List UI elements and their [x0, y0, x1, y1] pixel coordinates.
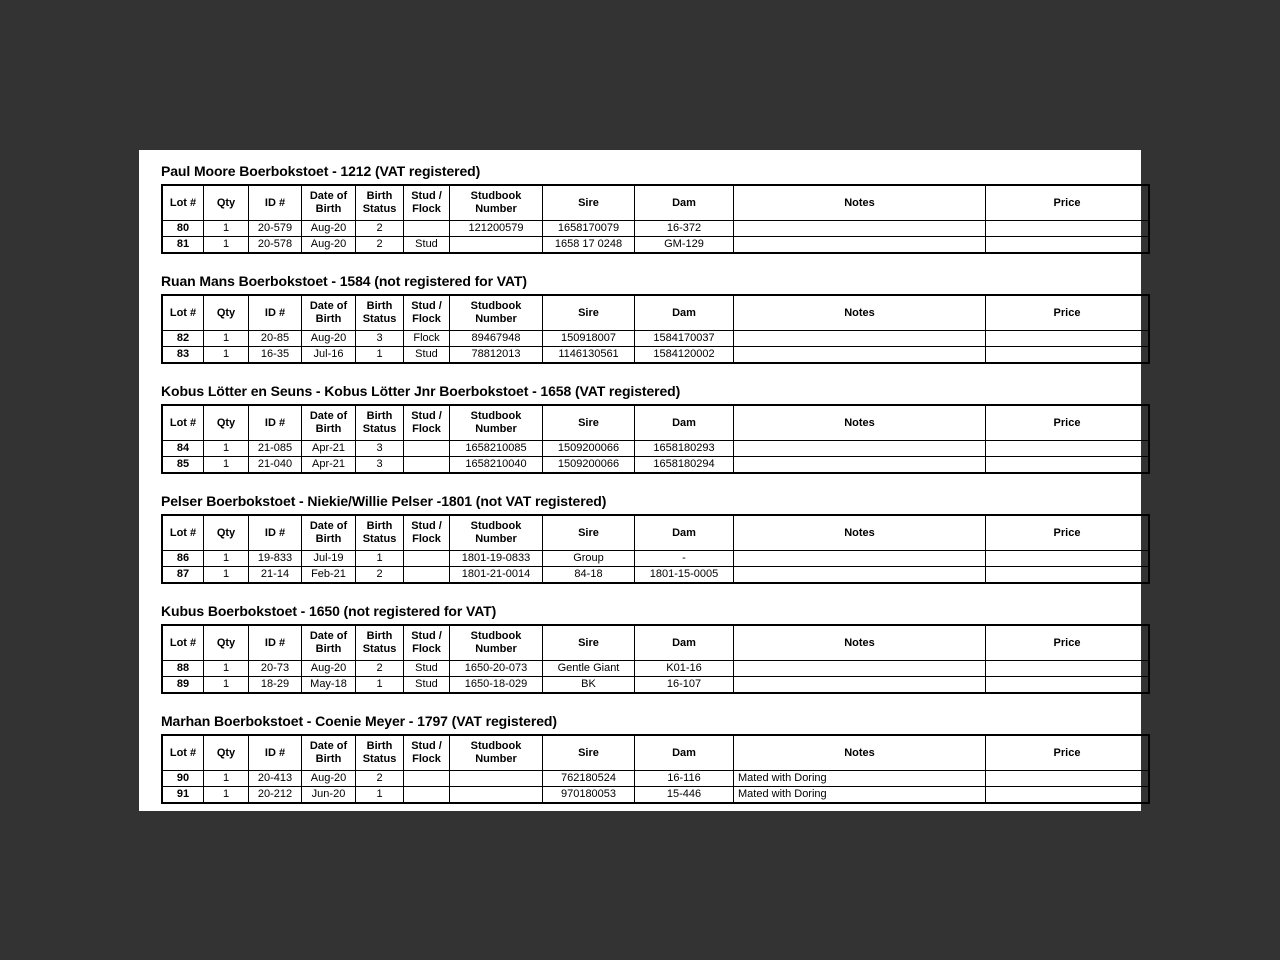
cell-qty: 1 — [204, 551, 249, 567]
breeder-section-5 — [161, 601, 1123, 694]
breeder-section-4 — [161, 491, 1123, 584]
cell-studbook: 78812013 — [450, 347, 543, 364]
cell-lot: 85 — [162, 457, 204, 474]
column-header-lot: Lot # — [162, 515, 204, 551]
cell-dam: 16-116 — [635, 771, 734, 787]
column-header-dam: Dam — [635, 515, 734, 551]
cell-notes — [734, 221, 986, 237]
cell-id: 21-085 — [249, 441, 302, 457]
lot-row — [162, 567, 1149, 584]
column-header-notes: Notes — [734, 185, 986, 221]
cell-qty: 1 — [204, 661, 249, 677]
cell-dam: 16-372 — [635, 221, 734, 237]
column-header-qty: Qty — [204, 515, 249, 551]
lot-row — [162, 787, 1149, 804]
lot-row — [162, 661, 1149, 677]
section-title: Paul Moore Boerbokstoet - 1212 (VAT registered) — [161, 163, 481, 179]
cell-sire: 150918007 — [543, 331, 635, 347]
cell-birth-status: 2 — [356, 221, 404, 237]
cell-notes — [734, 457, 986, 474]
column-header-lot: Lot # — [162, 405, 204, 441]
cell-lot: 90 — [162, 771, 204, 787]
cell-stud-flock — [404, 457, 450, 474]
lot-table — [161, 514, 1150, 584]
cell-dam: 1584170037 — [635, 331, 734, 347]
lot-table — [161, 624, 1150, 694]
cell-birth-status: 2 — [356, 771, 404, 787]
cell-sire: 1658170079 — [543, 221, 635, 237]
column-header-id: ID # — [249, 735, 302, 771]
cell-studbook: 1658210085 — [450, 441, 543, 457]
cell-dam: 1801-15-0005 — [635, 567, 734, 584]
column-header-notes: Notes — [734, 515, 986, 551]
cell-price — [986, 441, 1150, 457]
column-header-price: Price — [986, 405, 1150, 441]
cell-dob: Feb-21 — [302, 567, 356, 584]
cell-dob: Aug-20 — [302, 237, 356, 254]
table-body — [162, 551, 1149, 584]
table-header-row — [162, 185, 1149, 221]
cell-birth-status: 3 — [356, 441, 404, 457]
cell-stud-flock — [404, 551, 450, 567]
cell-price — [986, 347, 1150, 364]
cell-birth-status: 1 — [356, 787, 404, 804]
cell-notes — [734, 331, 986, 347]
column-header-stud-flock: Stud / Flock — [404, 295, 450, 331]
column-header-studbook: Studbook Number — [450, 515, 543, 551]
cell-stud-flock: Flock — [404, 331, 450, 347]
cell-qty: 1 — [204, 221, 249, 237]
cell-id: 20-212 — [249, 787, 302, 804]
cell-stud-flock: Stud — [404, 661, 450, 677]
column-header-notes: Notes — [734, 625, 986, 661]
column-header-dob: Date of Birth — [302, 515, 356, 551]
cell-lot: 82 — [162, 331, 204, 347]
column-header-dob: Date of Birth — [302, 295, 356, 331]
breeder-section-2 — [161, 271, 1123, 364]
column-header-id: ID # — [249, 295, 302, 331]
cell-qty: 1 — [204, 567, 249, 584]
page-content — [139, 150, 1141, 804]
cell-lot: 84 — [162, 441, 204, 457]
cell-qty: 1 — [204, 677, 249, 694]
cell-dam: K01-16 — [635, 661, 734, 677]
cell-price — [986, 551, 1150, 567]
column-header-stud-flock: Stud / Flock — [404, 185, 450, 221]
column-header-birth-status: Birth Status — [356, 735, 404, 771]
column-header-stud-flock: Stud / Flock — [404, 515, 450, 551]
column-header-birth-status: Birth Status — [356, 185, 404, 221]
column-header-notes: Notes — [734, 405, 986, 441]
cell-lot: 86 — [162, 551, 204, 567]
cell-studbook: 1801-21-0014 — [450, 567, 543, 584]
cell-notes — [734, 237, 986, 254]
cell-studbook — [450, 787, 543, 804]
column-header-birth-status: Birth Status — [356, 295, 404, 331]
cell-birth-status: 1 — [356, 551, 404, 567]
cell-price — [986, 331, 1150, 347]
cell-qty: 1 — [204, 347, 249, 364]
cell-birth-status: 2 — [356, 237, 404, 254]
cell-lot: 83 — [162, 347, 204, 364]
cell-price — [986, 457, 1150, 474]
cell-lot: 91 — [162, 787, 204, 804]
column-header-dob: Date of Birth — [302, 405, 356, 441]
cell-studbook — [450, 237, 543, 254]
cell-id: 20-413 — [249, 771, 302, 787]
cell-birth-status: 2 — [356, 661, 404, 677]
cell-studbook: 1801-19-0833 — [450, 551, 543, 567]
cell-birth-status: 1 — [356, 677, 404, 694]
table-header-row — [162, 625, 1149, 661]
cell-price — [986, 567, 1150, 584]
cell-dam: 1658180293 — [635, 441, 734, 457]
cell-dam: - — [635, 551, 734, 567]
column-header-dam: Dam — [635, 735, 734, 771]
cell-studbook: 1658210040 — [450, 457, 543, 474]
column-header-sire: Sire — [543, 295, 635, 331]
cell-notes: Mated with Doring — [734, 771, 986, 787]
cell-dam: 16-107 — [635, 677, 734, 694]
lot-row — [162, 457, 1149, 474]
cell-stud-flock — [404, 771, 450, 787]
column-header-lot: Lot # — [162, 625, 204, 661]
cell-studbook: 89467948 — [450, 331, 543, 347]
cell-notes — [734, 347, 986, 364]
lot-row — [162, 221, 1149, 237]
column-header-price: Price — [986, 515, 1150, 551]
section-title: Kobus Lötter en Seuns - Kobus Lötter Jnr Boerbokstoet - 1658 (VAT registered) — [161, 383, 681, 399]
cell-lot: 81 — [162, 237, 204, 254]
cell-stud-flock: Stud — [404, 237, 450, 254]
table-body — [162, 771, 1149, 804]
cell-studbook — [450, 771, 543, 787]
column-header-studbook: Studbook Number — [450, 295, 543, 331]
column-header-birth-status: Birth Status — [356, 515, 404, 551]
column-header-birth-status: Birth Status — [356, 405, 404, 441]
column-header-studbook: Studbook Number — [450, 185, 543, 221]
cell-qty: 1 — [204, 457, 249, 474]
cell-dob: Jul-19 — [302, 551, 356, 567]
cell-notes: Mated with Doring — [734, 787, 986, 804]
cell-dob: Apr-21 — [302, 457, 356, 474]
column-header-dob: Date of Birth — [302, 185, 356, 221]
cell-price — [986, 237, 1150, 254]
cell-lot: 88 — [162, 661, 204, 677]
cell-lot: 89 — [162, 677, 204, 694]
column-header-dam: Dam — [635, 405, 734, 441]
lot-table — [161, 184, 1150, 254]
column-header-dob: Date of Birth — [302, 625, 356, 661]
column-header-qty: Qty — [204, 625, 249, 661]
column-header-id: ID # — [249, 515, 302, 551]
cell-birth-status: 3 — [356, 331, 404, 347]
cell-id: 20-73 — [249, 661, 302, 677]
table-body — [162, 441, 1149, 474]
column-header-sire: Sire — [543, 185, 635, 221]
cell-dob: Apr-21 — [302, 441, 356, 457]
cell-qty: 1 — [204, 331, 249, 347]
cell-dob: Aug-20 — [302, 331, 356, 347]
lot-row — [162, 347, 1149, 364]
cell-dam: GM-129 — [635, 237, 734, 254]
document-page — [139, 150, 1141, 811]
column-header-qty: Qty — [204, 185, 249, 221]
column-header-id: ID # — [249, 185, 302, 221]
cell-notes — [734, 567, 986, 584]
section-title: Marhan Boerbokstoet - Coenie Meyer - 1797 (VAT registered) — [161, 713, 557, 729]
cell-dam: 1658180294 — [635, 457, 734, 474]
cell-notes — [734, 441, 986, 457]
cell-sire: 1509200066 — [543, 457, 635, 474]
column-header-price: Price — [986, 295, 1150, 331]
section-title: Pelser Boerbokstoet - Niekie/Willie Pelser -1801 (not VAT registered) — [161, 493, 607, 509]
cell-dob: Aug-20 — [302, 661, 356, 677]
section-title: Ruan Mans Boerbokstoet - 1584 (not registered for VAT) — [161, 273, 527, 289]
cell-dob: Jul-16 — [302, 347, 356, 364]
cell-dob: Aug-20 — [302, 771, 356, 787]
column-header-stud-flock: Stud / Flock — [404, 735, 450, 771]
table-body — [162, 331, 1149, 364]
column-header-dob: Date of Birth — [302, 735, 356, 771]
cell-dob: Aug-20 — [302, 221, 356, 237]
cell-notes — [734, 661, 986, 677]
cell-lot: 87 — [162, 567, 204, 584]
column-header-id: ID # — [249, 405, 302, 441]
table-header-row — [162, 405, 1149, 441]
column-header-birth-status: Birth Status — [356, 625, 404, 661]
column-header-stud-flock: Stud / Flock — [404, 625, 450, 661]
cell-sire: 762180524 — [543, 771, 635, 787]
column-header-sire: Sire — [543, 735, 635, 771]
cell-price — [986, 221, 1150, 237]
cell-id: 21-14 — [249, 567, 302, 584]
cell-id: 16-35 — [249, 347, 302, 364]
column-header-dam: Dam — [635, 295, 734, 331]
table-header-row — [162, 515, 1149, 551]
cell-sire: Group — [543, 551, 635, 567]
column-header-price: Price — [986, 735, 1150, 771]
cell-id: 20-578 — [249, 237, 302, 254]
cell-lot: 80 — [162, 221, 204, 237]
cell-stud-flock: Stud — [404, 677, 450, 694]
column-header-studbook: Studbook Number — [450, 625, 543, 661]
column-header-dam: Dam — [635, 185, 734, 221]
table-body — [162, 661, 1149, 694]
cell-sire: Gentle Giant — [543, 661, 635, 677]
cell-sire: 1509200066 — [543, 441, 635, 457]
section-title: Kubus Boerbokstoet - 1650 (not registered for VAT) — [161, 603, 497, 619]
breeder-section-6 — [161, 711, 1123, 804]
column-header-lot: Lot # — [162, 185, 204, 221]
column-header-stud-flock: Stud / Flock — [404, 405, 450, 441]
column-header-lot: Lot # — [162, 735, 204, 771]
breeder-section-3 — [161, 381, 1123, 474]
cell-dob: May-18 — [302, 677, 356, 694]
cell-birth-status: 3 — [356, 457, 404, 474]
cell-price — [986, 661, 1150, 677]
table-header-row — [162, 735, 1149, 771]
lot-table — [161, 404, 1150, 474]
cell-dam: 1584120002 — [635, 347, 734, 364]
lot-row — [162, 441, 1149, 457]
cell-qty: 1 — [204, 787, 249, 804]
lot-row — [162, 331, 1149, 347]
cell-dam: 15-446 — [635, 787, 734, 804]
cell-notes — [734, 551, 986, 567]
column-header-notes: Notes — [734, 295, 986, 331]
cell-stud-flock — [404, 441, 450, 457]
lot-row — [162, 237, 1149, 254]
column-header-dam: Dam — [635, 625, 734, 661]
cell-id: 20-579 — [249, 221, 302, 237]
cell-price — [986, 787, 1150, 804]
cell-studbook: 121200579 — [450, 221, 543, 237]
column-header-qty: Qty — [204, 405, 249, 441]
cell-sire: 1146130561 — [543, 347, 635, 364]
cell-stud-flock — [404, 221, 450, 237]
cell-stud-flock: Stud — [404, 347, 450, 364]
table-header-row — [162, 295, 1149, 331]
breeder-section-1 — [161, 161, 1123, 254]
column-header-price: Price — [986, 625, 1150, 661]
column-header-price: Price — [986, 185, 1150, 221]
column-header-studbook: Studbook Number — [450, 735, 543, 771]
cell-birth-status: 1 — [356, 347, 404, 364]
cell-id: 21-040 — [249, 457, 302, 474]
column-header-qty: Qty — [204, 735, 249, 771]
lot-table — [161, 734, 1150, 804]
table-body — [162, 221, 1149, 254]
lot-row — [162, 551, 1149, 567]
column-header-id: ID # — [249, 625, 302, 661]
cell-birth-status: 2 — [356, 567, 404, 584]
cell-sire: 84-18 — [543, 567, 635, 584]
cell-sire: BK — [543, 677, 635, 694]
cell-id: 19-833 — [249, 551, 302, 567]
column-header-sire: Sire — [543, 515, 635, 551]
cell-stud-flock — [404, 567, 450, 584]
column-header-sire: Sire — [543, 625, 635, 661]
column-header-notes: Notes — [734, 735, 986, 771]
cell-price — [986, 677, 1150, 694]
lot-table — [161, 294, 1150, 364]
cell-sire: 1658 17 0248 — [543, 237, 635, 254]
cell-id: 20-85 — [249, 331, 302, 347]
cell-qty: 1 — [204, 771, 249, 787]
cell-studbook: 1650-18-029 — [450, 677, 543, 694]
column-header-studbook: Studbook Number — [450, 405, 543, 441]
column-header-sire: Sire — [543, 405, 635, 441]
cell-sire: 970180053 — [543, 787, 635, 804]
cell-qty: 1 — [204, 237, 249, 254]
cell-studbook: 1650-20-073 — [450, 661, 543, 677]
column-header-lot: Lot # — [162, 295, 204, 331]
cell-dob: Jun-20 — [302, 787, 356, 804]
lot-row — [162, 771, 1149, 787]
column-header-qty: Qty — [204, 295, 249, 331]
cell-notes — [734, 677, 986, 694]
cell-price — [986, 771, 1150, 787]
cell-stud-flock — [404, 787, 450, 804]
lot-row — [162, 677, 1149, 694]
cell-id: 18-29 — [249, 677, 302, 694]
cell-qty: 1 — [204, 441, 249, 457]
